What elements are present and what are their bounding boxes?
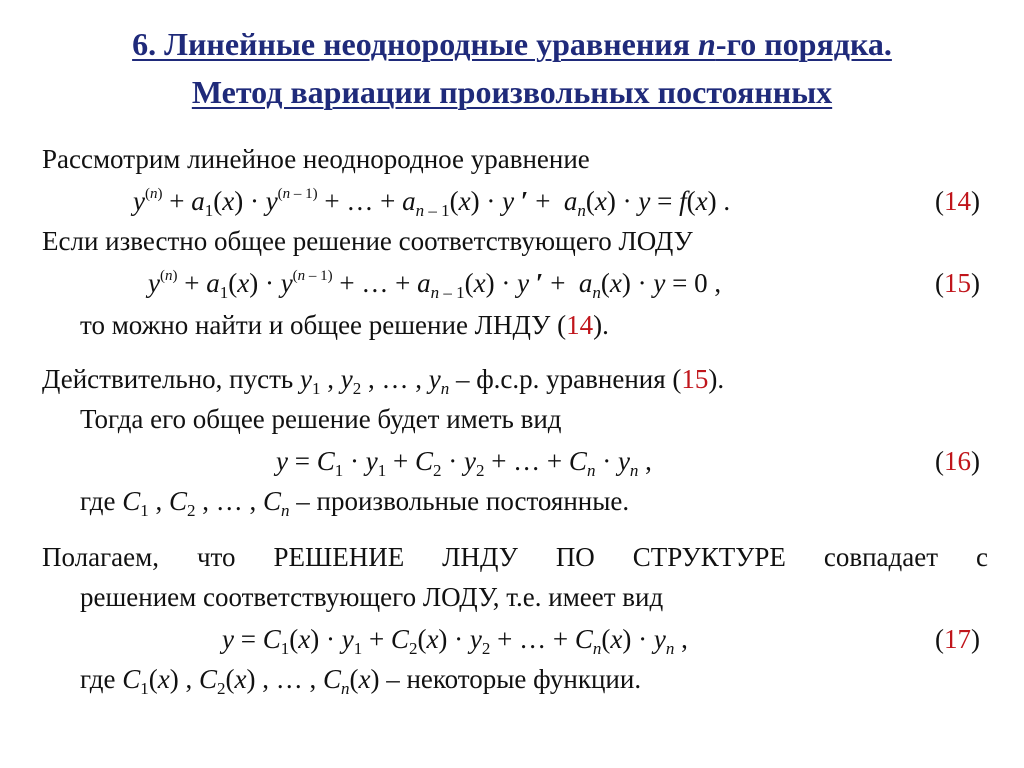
equation-17-ref: 17 <box>944 624 971 654</box>
paragraph-fsr <box>42 364 725 398</box>
equation-16-ref: 16 <box>944 446 971 476</box>
title-prefix: 6. Линейные неоднородные уравнения <box>132 26 699 62</box>
paragraph-structure: Полагаем, что РЕШЕНИЕ ЛНДУ ПО СТРУКТУРЕ совпадает с <box>42 542 988 572</box>
p9-suffix: – некоторые функции. <box>379 664 642 694</box>
paragraph-constants <box>80 486 630 520</box>
p3-suffix: ). <box>593 310 609 340</box>
equation-15-ref: 15 <box>944 268 971 298</box>
equation-16-number: (16) <box>935 446 980 476</box>
paragraph-lodu: Если известно общее решение соответствующего ЛОДУ <box>42 226 693 256</box>
equation-15: $y^{(n)} + a_1(x) \cdot y^{(n - 1)}$ + … + $a_{n - 1}(x) \cdot y$ ′ + $a_n(x) \cdot y = 0$ , <box>148 268 722 302</box>
p9-math: $C_1(x)$ , $C_2(x)$ , … , $C_n(x)$ <box>122 664 380 698</box>
p3-ref: 14 <box>566 310 594 340</box>
p4-math: $y_1$ , $y_2$ , … , $y_n$ <box>299 364 450 398</box>
equation-17-number: (17) <box>935 624 980 654</box>
equation-17: $y = C_1(x) \cdot y_1 + C_2(x) \cdot y_2$ + … + $C_n(x) \cdot y_n$ , <box>222 624 688 658</box>
p6-math: $C_1$ , $C_2$ , … , $C_n$ <box>122 486 290 520</box>
equation-14-ref: 14 <box>944 186 971 216</box>
paragraph-lndu <box>80 312 609 339</box>
paragraph-functions <box>80 664 642 698</box>
page-title-line1 <box>0 28 1024 60</box>
p6-suffix: – произвольные постоянные. <box>289 486 630 516</box>
equation-14-number: (14) <box>935 186 980 216</box>
p4-prefix: Действительно, пусть <box>42 364 300 394</box>
equation-15-number: (15) <box>935 268 980 298</box>
title-variable: n <box>698 26 716 62</box>
page-title-line2: Метод вариации произвольных постоянных <box>191 74 833 110</box>
paragraph-intro: Рассмотрим линейное неоднородное уравнение <box>42 144 590 174</box>
paragraph-general-solution: Тогда его общее решение будет иметь вид <box>80 404 562 434</box>
p9-prefix: где <box>80 664 123 694</box>
title-suffix: -го порядка. <box>715 26 892 62</box>
paragraph-form: решением соответствующего ЛОДУ, т.е. имеет вид <box>80 582 664 612</box>
equation-16: $y = C_1 \cdot y_1 + C_2 \cdot y_2$ + … + $C_n \cdot y_n$ , <box>276 446 652 480</box>
p4-middle: – ф.с.р. уравнения ( <box>449 364 682 394</box>
equation-14: $y^{(n)} + a_1(x) \cdot y^{(n - 1)}$ + … + $a_{n - 1}(x) \cdot y$ ′ + $a_n(x) \cdot y = f(x)$ . <box>133 186 731 220</box>
p4-ref: 15 <box>681 364 709 394</box>
p4-suffix: ). <box>708 364 725 394</box>
p6-prefix: где <box>80 486 123 516</box>
p3-prefix: то можно найти и общее решение ЛНДУ ( <box>80 310 567 340</box>
